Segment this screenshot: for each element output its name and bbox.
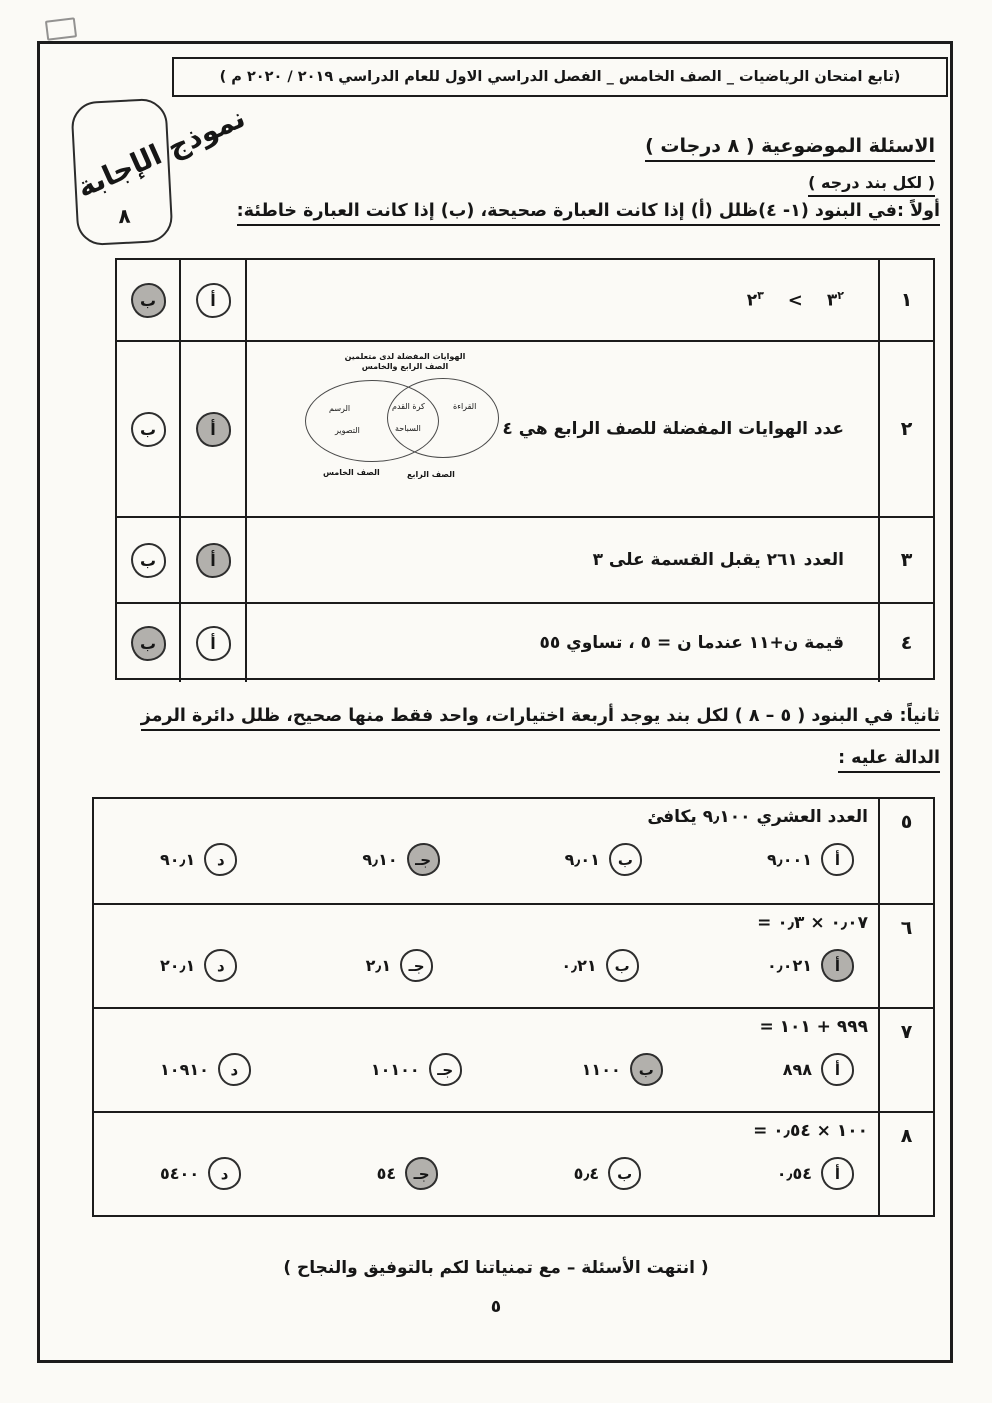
mcq-question: ٠٫٠٧ × ٠٫٣ = [757,913,868,933]
choice-value: ٥٤ [376,1164,397,1183]
choice-bubble-b: ب [608,1157,641,1190]
grade-value: ٨ [117,203,132,229]
exam-header-text: (تابع امتحان الرياضيات _ الصف الخامس _ الفصل الدراسي الاول للعام الدراسي ٢٠١٩ / ٢٠٢٠ م ) [219,69,901,85]
venn-title-line2: الصف الرابع والخامس [361,362,449,372]
mcq-row-7 [94,1007,933,1111]
choice-value: ٠٫٢١ [561,956,597,975]
venn-label-grade5: الصف الخامس [323,468,380,477]
mcq-row-8 [94,1111,933,1215]
answer-cell-a-3 [179,516,245,602]
answer-cell-b-2 [117,340,179,516]
mcq-row-5 [94,799,933,903]
answer-cell-b-3 [117,516,179,602]
statement-text: العدد ٢٦١ يقبل القسمة على ٣ [592,550,844,570]
mcq-question: ١٠٠ × ٠٫٥٤ = [753,1121,868,1141]
choice-bubble-a: أ [821,843,854,876]
choice-d [160,1157,241,1190]
choice-b [561,949,638,982]
venn-item-drawing: الرسم [329,404,351,413]
math-base-right: ٣ [826,290,838,311]
choice-bubble-c: جـ [407,843,440,876]
choice-d [160,949,237,982]
choice-bubble-b: ب [630,1053,663,1086]
choice-bubble-d: د [204,843,237,876]
item-statement-4 [245,602,878,682]
choice-c [366,949,434,982]
answer-bubble-a: أ [196,412,231,447]
mcq-choices [94,1053,868,1086]
end-of-questions-note: ( انتهت الأسئلة – مع تمنياتنا لكم بالتوفيق والنجاح ) [283,1258,709,1278]
choice-bubble-b: ب [609,843,642,876]
answer-bubble-b: ب [131,543,166,578]
item-number-1: ١ [878,260,933,340]
item-number-6: ٦ [878,905,933,1007]
choice-d [160,843,237,876]
mcq-choices [94,843,868,876]
choice-bubble-b: ب [606,949,639,982]
choice-a [783,1053,854,1086]
item-number-5: ٥ [878,799,933,903]
mcq-body [94,905,878,1007]
choice-bubble-a: أ [821,1053,854,1086]
math-exponent-right: ٢ [837,289,844,303]
choice-bubble-d: د [204,949,237,982]
choice-c [362,843,439,876]
answer-bubble-b: ب [131,626,166,661]
choice-b [565,843,642,876]
item-statement-2 [245,340,878,516]
venn-item-photography: التصوير [335,426,360,435]
true-false-table [115,258,935,680]
choice-a [767,843,854,876]
section2-instructions-line1: ثانياً: في البنود ( ٥ – ٨ ) لكل بند يوجد أربعة اختيارات، واحد فقط منها صحيح، ظلل دائرة الرمز [141,706,940,731]
scan-artifact-mark [45,17,77,41]
item-statement-1 [245,260,878,340]
choice-value: ٥٤٠٠ [160,1164,200,1183]
choice-value: ١١٠٠ [581,1060,621,1079]
math-exponent-left: ٣ [757,289,764,303]
answer-bubble-b: ب [131,412,166,447]
choice-value: ٠٫٥٤ [776,1164,812,1183]
page-number: ٥ [490,1297,502,1317]
choice-b [582,1053,663,1086]
mcq-body [94,1113,878,1215]
venn-item-reading: القراءة [453,402,477,411]
answer-cell-a-2 [179,340,245,516]
less-than-sign: < [787,289,803,311]
math-expression [747,289,844,311]
statement-text: عدد الهوايات المفضلة للصف الرابع هي ٤ [502,419,844,439]
choice-value: ٩٫١٠ [362,850,398,869]
choice-bubble-d: د [218,1053,251,1086]
venn-item-swimming: السباحة [395,424,421,433]
choice-bubble-a: أ [821,1157,854,1190]
answer-bubble-b: ب [131,283,166,318]
choice-value: ٩٠٫١ [160,850,196,869]
choice-bubble-c: جـ [429,1053,462,1086]
choice-value: ٠٫٠٢١ [766,956,812,975]
choice-value: ٩٫٠١ [564,850,600,869]
choice-value: ٩٫٠٠١ [766,850,812,869]
mcq-question: ٩٩٩ + ١٠١ = [759,1017,868,1037]
answer-bubble-a: أ [196,626,231,661]
choice-a [767,949,854,982]
item-number-4: ٤ [878,602,933,682]
venn-title [321,352,489,373]
section2-instructions-line2: الدالة عليه : [838,748,940,773]
item-number-2: ٢ [878,340,933,516]
mcq-choices [94,949,868,982]
choice-value: ١٠٩١٠ [160,1060,209,1079]
item-statement-3 [245,516,878,602]
item-number-8: ٨ [878,1113,933,1215]
choice-c [377,1157,439,1190]
venn-circle-grade4 [387,378,499,458]
choice-b [574,1157,642,1190]
choice-bubble-a: أ [821,949,854,982]
choice-a [777,1157,854,1190]
choice-value: ٢٫١ [365,956,392,975]
choice-value: ٨٩٨ [782,1060,812,1079]
mcq-body [94,1009,878,1111]
venn-label-grade4: الصف الرابع [407,470,455,479]
mcq-row-6 [94,903,933,1007]
choice-d [160,1053,251,1086]
answer-cell-a-4 [179,602,245,682]
venn-title-line1: الهوايات المفضلة لدى متعلمين [344,352,466,361]
choice-value: ٢٠٫١ [160,956,196,975]
multiple-choice-table [92,797,935,1217]
mcq-choices [94,1157,868,1190]
answer-key-stamp [36,88,306,273]
choice-bubble-d: د [208,1157,241,1190]
math-base-left: ٢ [746,290,758,311]
choice-bubble-c: جـ [400,949,433,982]
answer-bubble-a: أ [196,543,231,578]
choice-value: ٥٫٤ [573,1164,600,1183]
choice-c [371,1053,462,1086]
item-number-3: ٣ [878,516,933,602]
mcq-body [94,799,878,903]
answer-key-stamp-text: نموذج الإجابة [72,100,250,205]
choice-value: ١٠١٠٠ [370,1060,420,1079]
page-title: الاسئلة الموضوعية ( ٨ درجات ) [645,135,935,162]
venn-diagram [293,352,521,510]
item-number-7: ٧ [878,1009,933,1111]
venn-item-football: كرة القدم [392,402,425,411]
answer-cell-b-4 [117,602,179,682]
answer-bubble-a: أ [196,283,231,318]
marks-note: ( لكل بند درجه ) [808,173,935,197]
section1-instructions: أولاً :في البنود (١- ٤)ظلل (أ) إذا كانت العبارة صحيحة، (ب) إذا كانت العبارة خاطئة: [237,201,940,226]
mcq-question: العدد العشري ٩٫١٠٠ يكافئ [647,807,868,827]
statement-text: قيمة ن+١١ عندما ن = ٥ ، تساوي ٥٥ [539,633,844,653]
choice-bubble-c: جـ [405,1157,438,1190]
